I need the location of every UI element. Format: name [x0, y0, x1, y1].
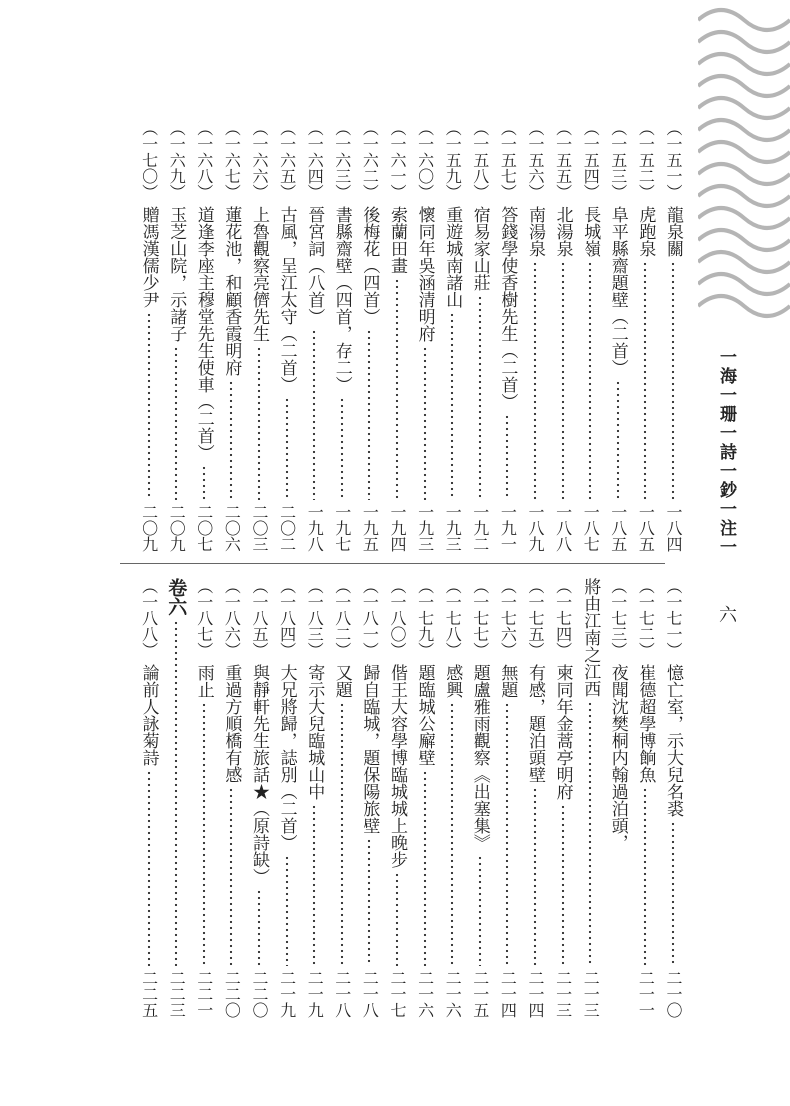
entry-page: 二〇九 [167, 504, 187, 552]
toc-entry [246, 120, 272, 552]
entry-number: （一五七） [498, 120, 518, 200]
dot-leader [412, 770, 438, 966]
entry-title: 偕王大容學博臨城城上晚步 [387, 664, 407, 868]
dot-leader [522, 261, 548, 500]
entry-title: 題臨城公廨壁 [414, 664, 435, 766]
toc-entry [550, 120, 576, 552]
toc-entry [412, 120, 438, 552]
dot-leader [136, 770, 162, 966]
entry-title: 無題 [497, 664, 518, 698]
entry-title: 古風，呈江太守（二首） [276, 206, 297, 393]
running-title: 一海一珊一詩一鈔一注一 [716, 348, 736, 557]
dot-leader [191, 702, 217, 966]
entry-page: 一九二 [470, 504, 490, 552]
entry-number: （一八四） [277, 578, 297, 658]
entry-title: 贈馮漢儒少尹 [138, 206, 159, 308]
toc-entry [356, 578, 382, 1018]
toc-entry [301, 120, 327, 552]
entry-page: 二一六 [415, 970, 435, 1018]
entry-title: 重遊城南諸山 [442, 206, 463, 308]
entry-page: 二一七 [388, 970, 407, 1018]
entry-title: 阜平縣齋題壁（二首） [607, 206, 628, 376]
entry-number: （一六六） [250, 120, 269, 200]
toc-entry [522, 578, 548, 1018]
entry-title: 柬同年金蒿亭明府 [552, 664, 573, 800]
entry-number: （一六三） [332, 120, 352, 200]
dot-leader [660, 261, 686, 500]
toc-entry [163, 578, 189, 1018]
entry-title: 感興 [442, 664, 463, 698]
entry-title: 夜聞沈樊桐内翰過泊頭， [607, 664, 628, 851]
toc-entry [522, 120, 548, 552]
dot-leader [246, 889, 272, 966]
toc-entry [467, 578, 493, 1018]
entry-number: （一六四） [305, 120, 325, 200]
entry-number: （一五二） [636, 120, 656, 200]
entry-number: （一七五） [526, 578, 545, 658]
dot-leader [550, 261, 576, 500]
entry-number: （一六一） [388, 120, 407, 200]
entry-page: 一八九 [526, 504, 545, 552]
entry-title: 南湯泉 [525, 206, 545, 257]
entry-page: 二二〇 [250, 970, 269, 1018]
entry-title: 懷同年吳涵清明府 [414, 206, 435, 342]
entry-number: （一五一） [664, 120, 683, 200]
toc-entry [660, 578, 686, 1018]
dot-leader [632, 261, 658, 500]
entry-page: 二〇七 [194, 504, 214, 552]
entry-page: 二〇九 [139, 504, 159, 552]
entry-title: 玉芝山院，示諸子 [166, 206, 187, 342]
dot-leader [494, 702, 520, 966]
entry-page: 一九五 [360, 504, 380, 552]
entry-number: （一六二） [360, 120, 380, 200]
entry-number: （一八七） [194, 578, 214, 658]
dot-leader [439, 702, 465, 966]
entry-title: 崔德超學博餉魚 [635, 664, 656, 783]
entry-number: （一七〇） [139, 120, 159, 200]
entry-title: 北湯泉 [552, 206, 573, 257]
dot-leader [301, 329, 327, 500]
dot-leader [136, 312, 162, 500]
entry-number: （一七六） [498, 578, 518, 658]
toc-entry [494, 120, 520, 552]
page-number: 六 [716, 605, 737, 623]
dot-leader [660, 821, 686, 966]
entry-title: 卷六 [165, 578, 188, 616]
entry-title: 書縣齋壁（四首，存二） [331, 206, 352, 393]
entry-page: 二二〇 [222, 970, 242, 1018]
dot-leader [412, 346, 438, 500]
toc-entry [632, 578, 658, 1018]
entry-number: （一六九） [167, 120, 187, 200]
toc-entry [439, 120, 465, 552]
entry-page: 一九一 [498, 504, 518, 552]
dot-leader [384, 278, 410, 500]
toc-entry [577, 120, 603, 552]
dot-leader [329, 397, 355, 500]
toc-entry [329, 578, 355, 1018]
wave-pattern-decoration [698, 0, 790, 330]
entry-number: （一七九） [415, 578, 435, 658]
dot-leader [467, 295, 493, 500]
toc-entry [136, 120, 162, 552]
entry-page: 二〇二 [277, 504, 297, 552]
dot-leader [191, 465, 217, 500]
entry-page: 一八五 [636, 504, 656, 552]
dot-leader [218, 380, 244, 500]
entry-title: 歸自臨城，題保陽旅壁 [359, 664, 380, 834]
entry-page: 二一四 [498, 970, 518, 1018]
toc-entry [577, 578, 603, 1018]
entry-title: 大兄將歸，誌別（二首） [276, 664, 297, 851]
entry-number: （一八一） [360, 578, 380, 658]
entry-page: 二一八 [332, 970, 352, 1018]
entry-page: 二一四 [526, 970, 545, 1018]
entry-number: （一八〇） [388, 578, 407, 658]
entry-title: 索蘭田畫 [387, 206, 407, 274]
entry-page: 一九三 [415, 504, 435, 552]
dot-leader [218, 787, 244, 966]
entry-number: （一七一） [664, 578, 683, 658]
dot-leader [605, 380, 631, 500]
entry-title: 道逢李座主穆堂先生使車（二首） [193, 206, 214, 461]
entry-number: （一五六） [526, 120, 545, 200]
entry-page: 一八八 [553, 504, 573, 552]
entry-page: 一九八 [305, 504, 325, 552]
entry-title: 龍泉關 [663, 206, 683, 257]
toc-entry [494, 578, 520, 1018]
entry-number: （一五四） [581, 120, 601, 200]
entry-page: 二一八 [360, 970, 380, 1018]
dot-leader [522, 787, 548, 966]
entry-title: 虎跑泉 [635, 206, 656, 257]
entry-page: 二二一 [194, 970, 214, 1018]
entry-title: 又題 [331, 664, 352, 698]
entry-number: （一五五） [553, 120, 573, 200]
toc-entry [274, 578, 300, 1018]
toc-entry [136, 578, 162, 1018]
entry-page: 二一九 [277, 970, 297, 1018]
toc-entry [356, 120, 382, 552]
entry-number: （一六五） [277, 120, 297, 200]
dot-leader [356, 838, 382, 966]
dot-leader [163, 620, 189, 966]
toc-entry [274, 120, 300, 552]
dot-leader [467, 855, 493, 966]
dot-leader [301, 804, 327, 966]
dot-leader [605, 855, 631, 1014]
entry-number: （一六七） [222, 120, 242, 200]
toc-entry [439, 578, 465, 1018]
entry-title: 後梅花（四首） [359, 206, 380, 325]
entry-title: 憶亡室，示大兒名裘 [663, 664, 683, 817]
entry-number: （一六〇） [415, 120, 435, 200]
toc-entry [246, 578, 272, 1018]
entry-number: （一七七） [470, 578, 490, 658]
toc-entry [384, 578, 410, 1018]
toc-entry [191, 578, 217, 1018]
entry-title: 晉宮詞（八首） [304, 206, 325, 325]
entry-page: 一八七 [581, 504, 601, 552]
toc-entry [301, 578, 327, 1018]
entry-page: 二〇六 [222, 504, 242, 552]
dot-leader [163, 346, 189, 500]
toc-entry [550, 578, 576, 1018]
dot-leader [274, 855, 300, 966]
entry-title: 答錢學使香樹先生（二首） [497, 206, 518, 410]
toc-entry [660, 120, 686, 552]
entry-title: 宿易家山莊 [469, 206, 490, 291]
dot-leader [439, 312, 465, 500]
toc-entry [218, 578, 244, 1018]
toc-entry [329, 120, 355, 552]
entry-page: 二一〇 [664, 970, 683, 1018]
entry-page: 二一三 [553, 970, 573, 1018]
entry-number: （一七三） [608, 578, 628, 658]
entry-title: 寄示大兒臨城山中 [304, 664, 325, 800]
entry-number: （一五九） [443, 120, 463, 200]
toc-entry [384, 120, 410, 552]
toc-entry [605, 578, 631, 1018]
entry-title: 長城嶺 [580, 206, 601, 257]
entry-title: 重過方順橋有感 [221, 664, 242, 783]
toc-entry [605, 120, 631, 552]
section-divider [120, 563, 665, 564]
entry-number: （一八二） [332, 578, 352, 658]
entry-page: 一九四 [388, 504, 407, 552]
entry-title: 題盧雅雨觀察《出塞集》 [469, 664, 490, 851]
entry-number: （一八五） [250, 578, 269, 658]
toc-entry [467, 120, 493, 552]
entry-number: （一八八） [139, 578, 159, 658]
entry-title: 將由江南之江西 [580, 578, 601, 697]
toc-entry [412, 578, 438, 1018]
entry-page: 二一三 [581, 970, 601, 1018]
entry-page: 一八四 [664, 504, 683, 552]
entry-number: （一七二） [636, 578, 656, 658]
dot-leader [577, 261, 603, 500]
entry-page: 二一九 [305, 970, 325, 1018]
entry-title: 上魯觀察亮儕先生 [249, 206, 269, 342]
dot-leader [274, 397, 300, 500]
entry-title: 與靜軒先生旅話★（原詩缺） [249, 664, 269, 885]
entry-number: （一六八） [194, 120, 214, 200]
entry-number: （一五八） [470, 120, 490, 200]
entry-page: 二二三 [167, 970, 187, 1018]
entry-title: 雨止 [193, 664, 214, 698]
entry-page: 一八五 [608, 504, 628, 552]
dot-leader [577, 701, 603, 966]
entry-page: 二二五 [139, 970, 159, 1018]
dot-leader [494, 414, 520, 500]
dot-leader [384, 872, 410, 966]
toc-entry [191, 120, 217, 552]
dot-leader [356, 329, 382, 500]
entry-number: （一七四） [553, 578, 573, 658]
dot-leader [246, 346, 272, 500]
dot-leader [632, 787, 658, 966]
entry-title: 蓮花池，和顧香霞明府 [221, 206, 242, 376]
dot-leader [329, 702, 355, 966]
toc-entry [218, 120, 244, 552]
entry-page: 二一六 [443, 970, 463, 1018]
toc-entry [632, 120, 658, 552]
toc-entry [163, 120, 189, 552]
entry-number: （一八三） [305, 578, 325, 658]
entry-number: （一五三） [608, 120, 628, 200]
entry-number: （一七八） [443, 578, 463, 658]
entry-page: 一九三 [443, 504, 463, 552]
entry-title: 論前人詠菊詩 [138, 664, 159, 766]
entry-page: 一九七 [332, 504, 352, 552]
entry-title: 有感，題泊頭壁 [525, 664, 545, 783]
dot-leader [550, 804, 576, 966]
entry-page: 二〇三 [250, 504, 269, 552]
entry-number: （一八六） [222, 578, 242, 658]
entry-page: 二一五 [470, 970, 490, 1018]
entry-page: 二一一 [636, 970, 656, 1018]
